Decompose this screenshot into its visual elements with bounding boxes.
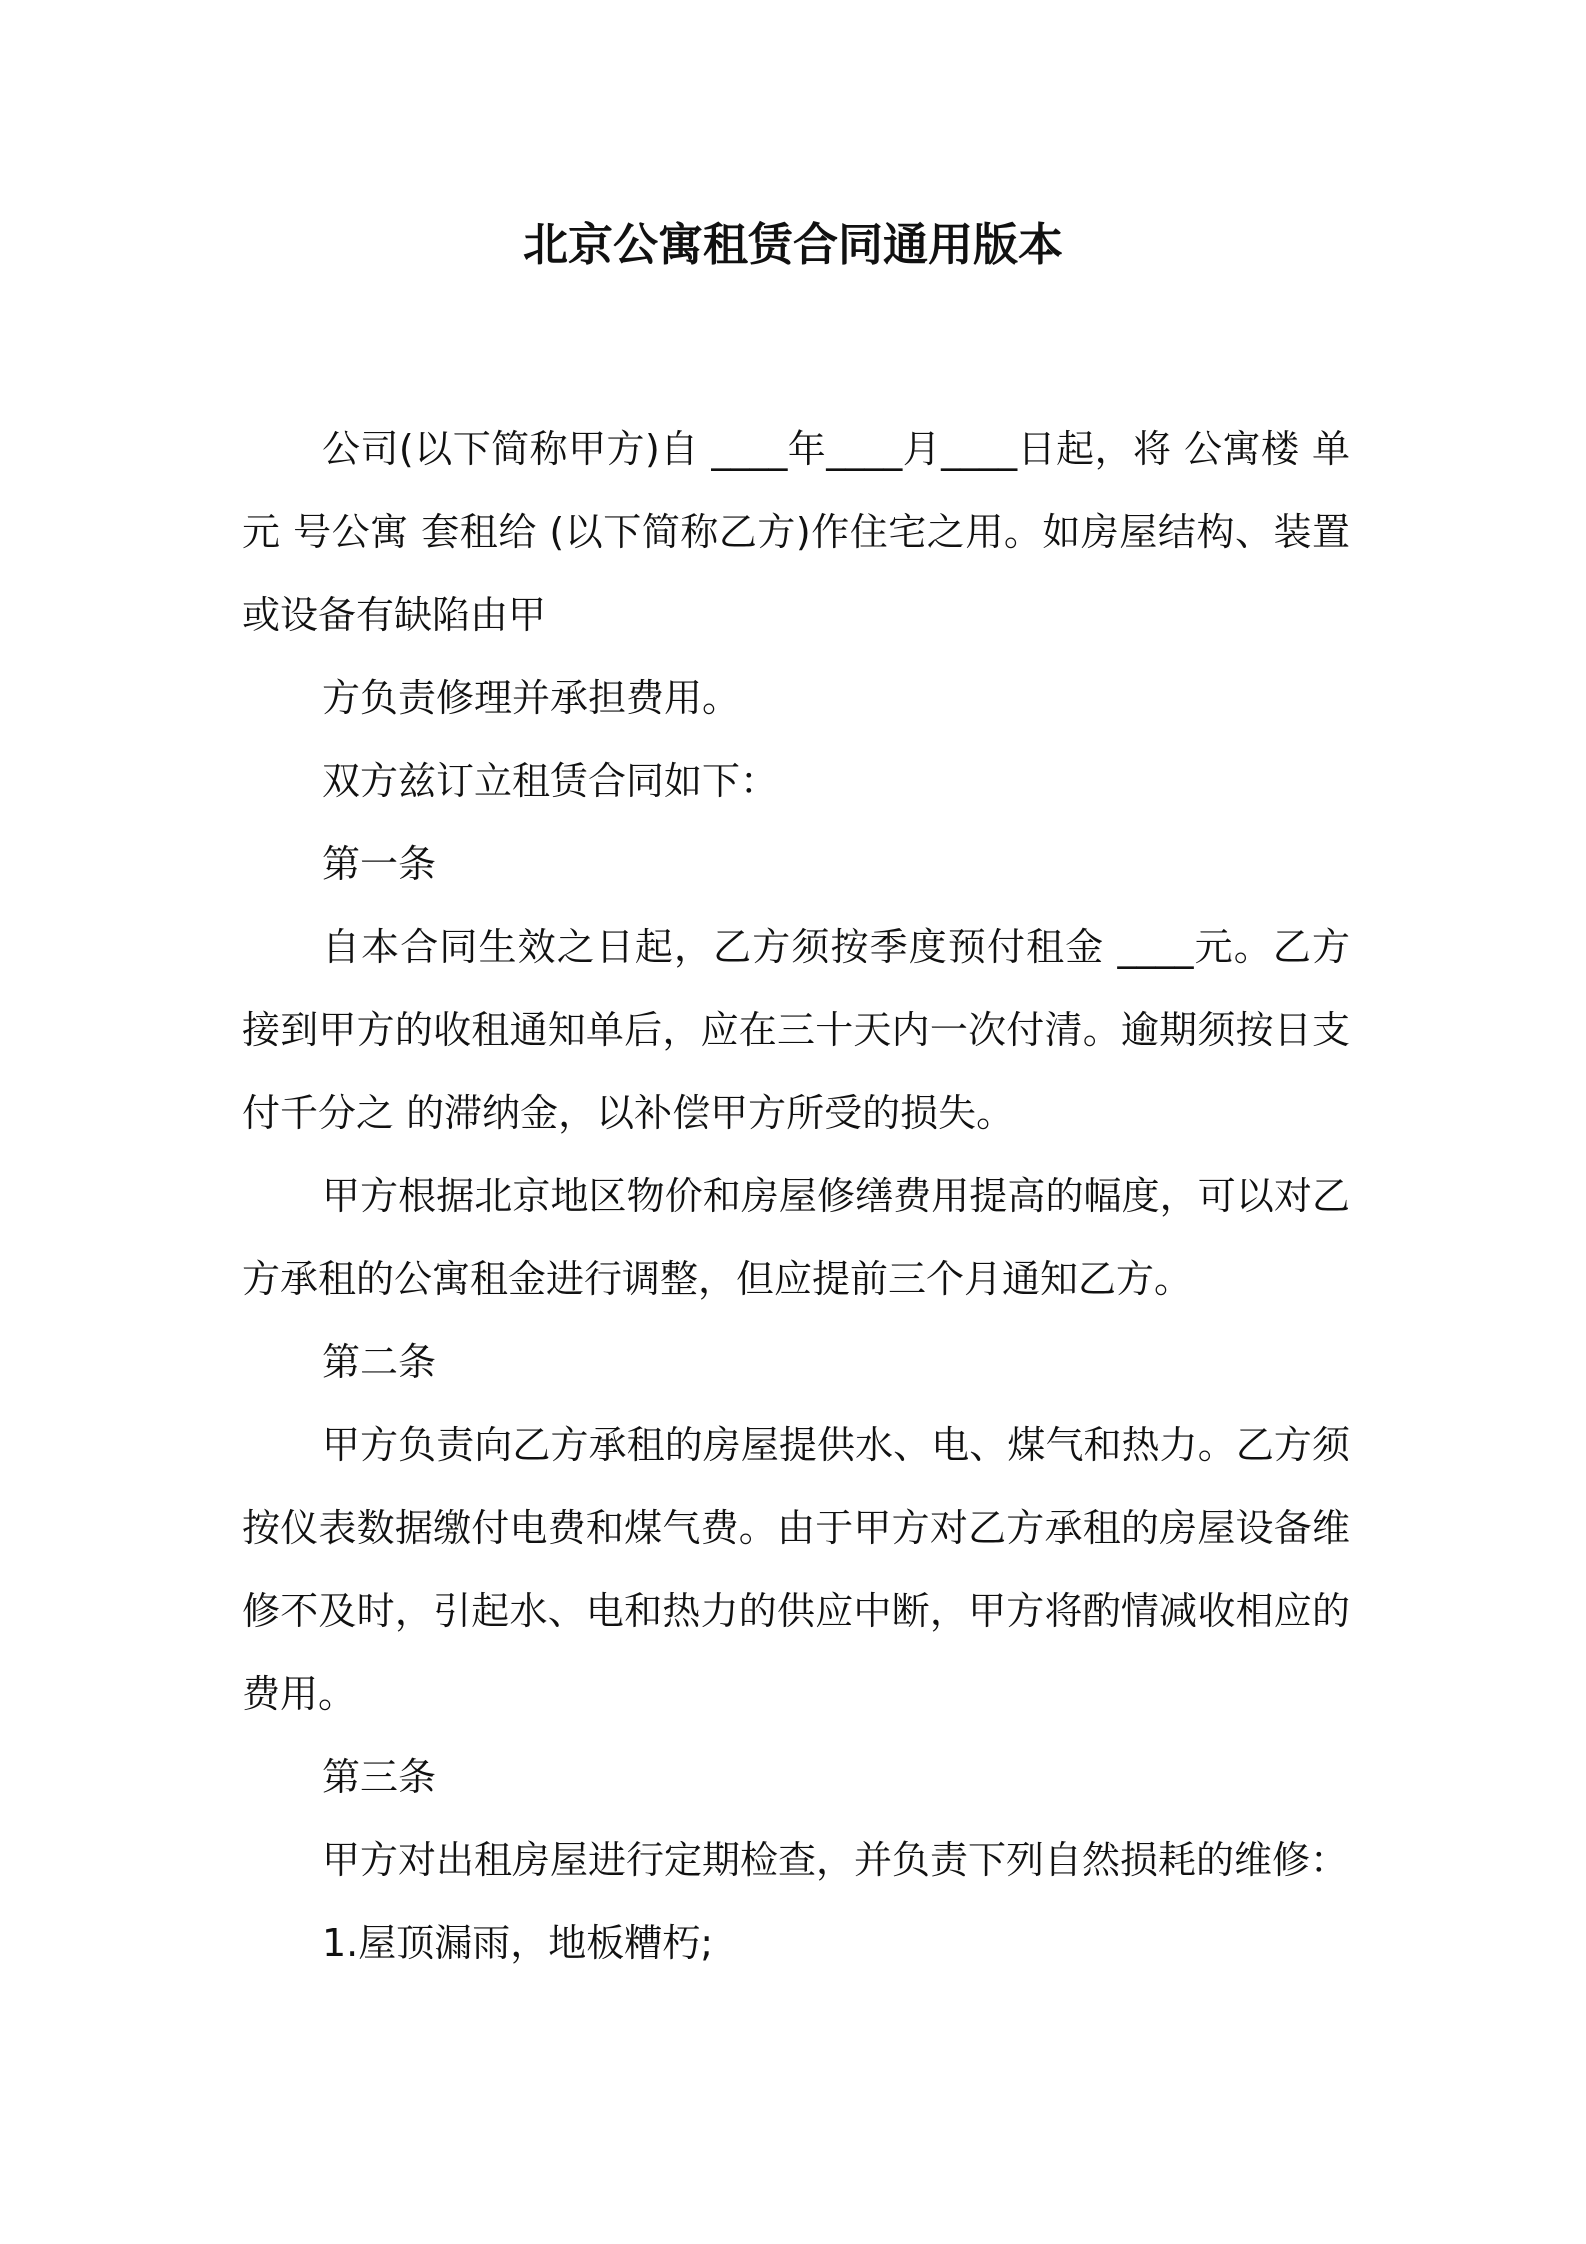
paragraph-intro: 公司(以下简称甲方)自 ____年____月____日起，将 公寓楼 单元 号公寓 套租给 (以下简称乙方)作住宅之用。如房屋结构、装置或设备有缺陷由甲 (242, 427, 1350, 637)
article-heading-2: 第二条 (322, 1340, 437, 1384)
paragraph-rent-adjustment: 甲方根据北京地区物价和房屋修缮费用提高的幅度，可以对乙方承租的公寓租金进行调整，但应提前三个月通知乙方。 (242, 1174, 1350, 1301)
article-heading-3: 第三条 (322, 1755, 437, 1799)
paragraph-agreement: 双方兹订立租赁合同如下： (322, 759, 779, 803)
list-item-roof: 1.屋顶漏雨，地板糟朽; (322, 1921, 714, 1965)
paragraph-utilities: 甲方负责向乙方承租的房屋提供水、电、煤气和热力。乙方须按仪表数据缴付电费和煤气费。由于甲方对乙方承租的房屋设备维修不及时，引起水、电和热力的供应中断，甲方将酌情减收相应的费用。 (242, 1423, 1350, 1716)
paragraph-rent-payment: 自本合同生效之日起，乙方须按季度预付租金 ____元。乙方接到甲方的收租通知单后，应在三十天内一次付清。逾期须按日支付千分之 的滞纳金，以补偿甲方所受的损失。 (242, 925, 1350, 1135)
paragraph-repair: 方负责修理并承担费用。 (322, 676, 741, 720)
document-body (242, 408, 1350, 1985)
article-heading-1: 第一条 (322, 842, 437, 886)
document-title: 北京公寓租赁合同通用版本 (522, 218, 1063, 271)
paragraph-inspection: 甲方对出租房屋进行定期检查，并负责下列自然损耗的维修： (322, 1838, 1349, 1882)
